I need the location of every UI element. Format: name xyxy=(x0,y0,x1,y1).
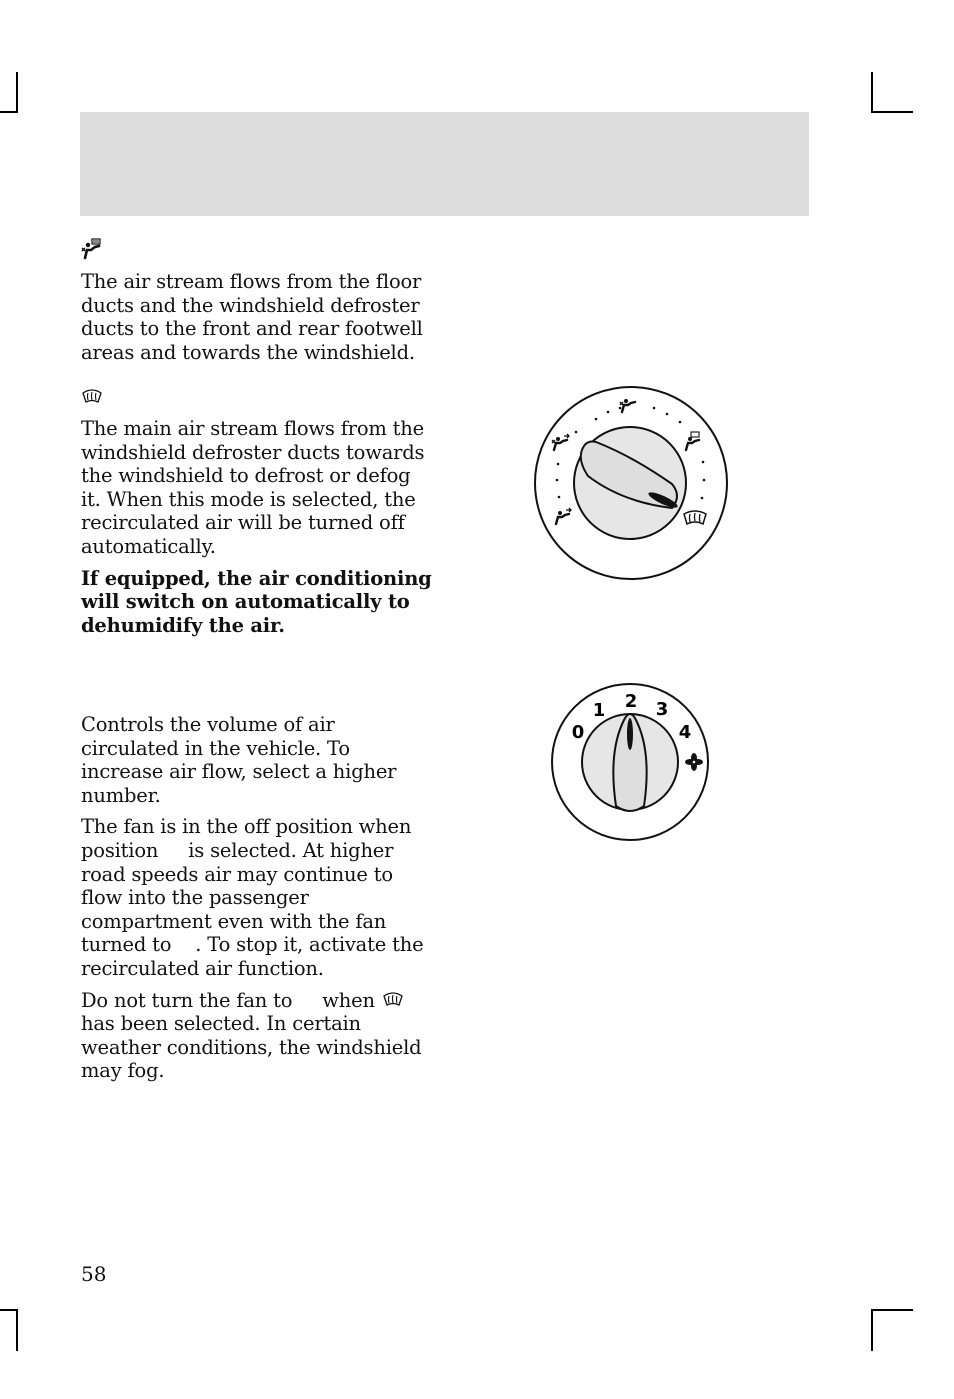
fan-speed-label-0: 0 xyxy=(571,722,585,743)
fan-description xyxy=(81,713,433,1083)
fan-speed-label-4: 4 xyxy=(678,722,692,743)
fan-p2-part1: The fan is in the off position when position xyxy=(81,815,412,862)
windshield-defrost-icon-inline xyxy=(381,991,405,1009)
crop-mark-top-left-vertical xyxy=(16,72,18,113)
defrost-paragraph: The main air stream flows from the windshield defroster ducts towards the windshield to defrost or defog it. When this mode is selected, the recirculated air will be turned off automatically. xyxy=(81,417,425,558)
floor-and-windshield-airflow-icon xyxy=(81,238,105,260)
crop-mark-bottom-left-vertical xyxy=(16,1309,18,1351)
fan-p3-part3: has been selected. In certain weather conditions, the windshield may fog. xyxy=(81,1012,422,1083)
fan-p3-part2: when xyxy=(322,988,375,1012)
fan-speed-label-2: 2 xyxy=(624,691,638,712)
fan-paragraph-warning xyxy=(81,989,433,1083)
crop-mark-bottom-right-horizontal xyxy=(871,1309,913,1311)
crop-mark-bottom-right-vertical xyxy=(871,1309,873,1351)
fan-paragraph-volume: Controls the volume of air circulated in the vehicle. To increase air flow, select a higher number. xyxy=(81,713,397,807)
crop-mark-top-left-horizontal xyxy=(0,111,18,113)
header-band xyxy=(80,112,809,216)
fan-speed-label-1: 1 xyxy=(592,700,606,721)
defrost-description xyxy=(81,417,433,637)
windshield-defrost-icon xyxy=(81,388,103,406)
fan-p2-part2: is selected. At higher road speeds air may continue to flow into the passenger compartment even with the fan turned to xyxy=(81,838,394,957)
fan-speed-label-3: 3 xyxy=(655,699,669,720)
fan-paragraph-off-position xyxy=(81,815,433,980)
floor-windshield-description xyxy=(81,270,433,364)
air-distribution-dial xyxy=(532,384,730,582)
fan-p3-part1: Do not turn the fan to xyxy=(81,988,293,1012)
fan-p2-part3: . To stop it, activate the recirculated air function. xyxy=(81,933,424,980)
crop-mark-bottom-left-horizontal xyxy=(0,1309,18,1311)
fan-speed-dial xyxy=(550,682,712,844)
page-number: 58 xyxy=(81,1262,107,1286)
defrost-ac-note: If equipped, the air conditioning will switch on automatically to dehumidify the air. xyxy=(81,566,432,637)
crop-mark-top-right-horizontal xyxy=(871,111,913,113)
crop-mark-top-right-vertical xyxy=(871,72,873,113)
floor-windshield-paragraph: The air stream flows from the floor ducts and the windshield defroster ducts to the front and rear footwell areas and towards the windshield. xyxy=(81,270,423,364)
